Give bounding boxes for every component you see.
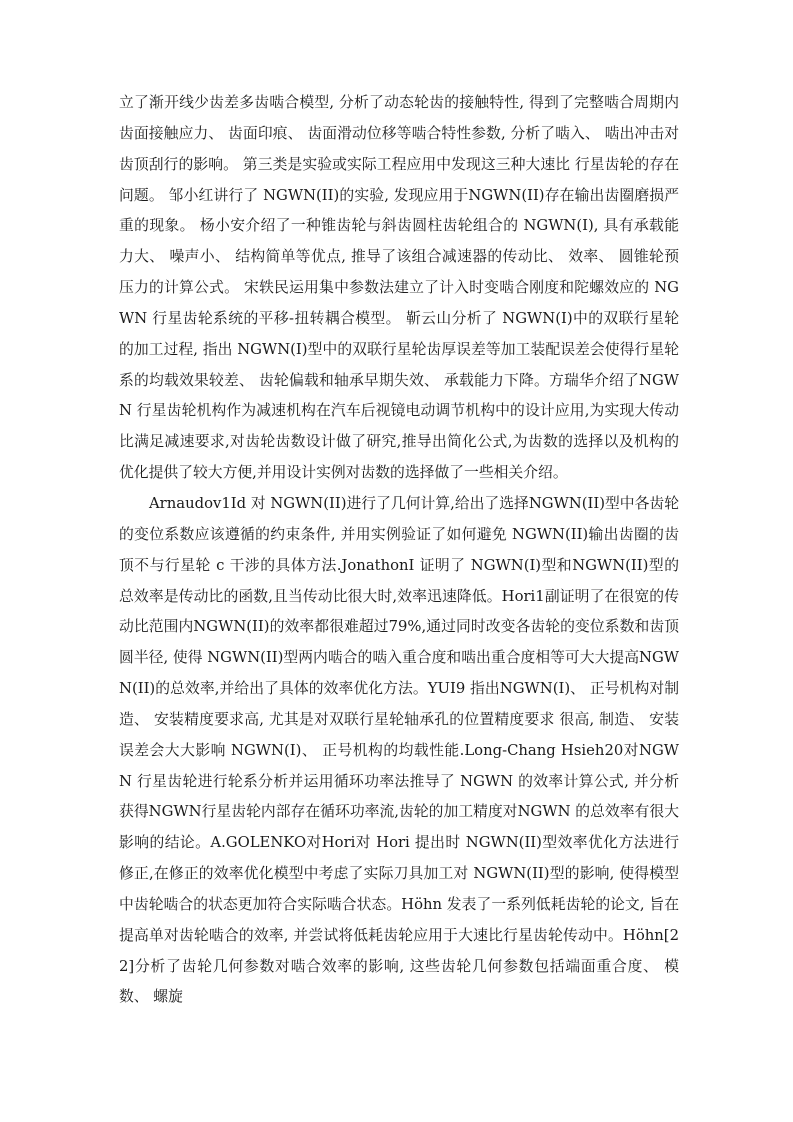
paragraph-1: 立了渐开线少齿差多齿啮合模型, 分析了动态轮齿的接触特性, 得到了完整啮合周期内齿面接触应力、 齿面印痕、 齿面滑动位移等啮合特性参数, 分析了啮入、 啮出冲击对齿顶刮行的影响。 第三类是实验或实际工程应用中发现这三种大速比 行星齿轮的存在问题。 邹小红讲行了 NGWN(II)的实验, 发现应用于NGWN(II)存在输出齿圈磨损严重的现象。 杨小安介绍了一种锥齿轮与斜齿圆柱齿轮组合的 NGWN(I), 具有承载能力大、 噪声小、 结构简单等优点, 推导了该组合减速器的传动比、 效率、 圆锥轮预压力的计算公式。 宋轶民运用集中参数法建立了计入时变啮合刚度和陀螺效应的 NGWN 行星齿轮系统的平移-扭转耦合模型。 靳云山分析了 NGWN(I)中的双联行星轮的加工过程, 指出 NGWN(I)型中的双联行星轮齿厚误差等加工装配误差会使得行星轮系的均载效果较差、 齿轮偏载和轴承早期失效、 承载能力下降。方瑞华介绍了NGWN 行星齿轮机构作为减速机构在汽车后视镜电动调节机构中的设计应用,为实现大传动比满足减速要求,对齿轮齿数设计做了研究,推导出简化公式,为齿数的选择以及机构的优化提供了较大方便,并用设计实例对齿数的选择做了一些相关介绍。 <box>119 94 679 482</box>
body-text <box>119 88 679 1013</box>
paragraph-2: Arnaudov1Id 对 NGWN(II)进行了几何计算,给出了选择NGWN(II)型中各齿轮的变位系数应该遵循的约束条件, 并用实例验证了如何避免 NGWN(II)输出齿圈的齿顶不与行星轮 c 干涉的具体方法.JonathonI 证明了 NGWN(I)型和NGWN(II)型的总效率是传动比的函数,且当传动比很大时,效率迅速降低。Hori1副证明了在很宽的传动比范围内NGWN(II)的效率都很难超过79%,通过同时改变各齿轮的变位系数和齿顶圆半径, 使得 NGWN(II)型两内啮合的啮入重合度和啮出重合度相等可大大提高NGWN(II)的总效率,并给出了具体的效率优化方法。YUI9 指出NGWN(I)、 正号机构对制造、 安装精度要求高, 尤其是对双联行星轮轴承孔的位置精度要求 很高, 制造、 安装误差会大大影响 NGWN(I)、 正号机构的均载性能.Long-Chang Hsieh20对NGWN 行星齿轮进行轮系分析并运用循环功率法推导了 NGWN 的效率计算公式, 并分析获得NGWN行星齿轮内部存在循环功率流,齿轮的加工精度对NGWN 的总效率有很大影响的结论。A.GOLENKO对Hori对 Hori 提出时 NGWN(II)型效率优化方法进行修正,在修正的效率优化模型中考虑了实际刀具加工对 NGWN(II)型的影响, 使得模型中齿轮啮合的状态更加符合实际啮合状态。Höhn 发表了一系列低耗齿轮的论文, 旨在提高单对齿轮啮合的效率, 并尝试将低耗齿轮应用于大速比行星齿轮传动中。Höhn[22]分析了齿轮几何参数对啮合效率的影响, 这些齿轮几何参数包括端面重合度、 模数、 螺旋 <box>119 494 679 1006</box>
